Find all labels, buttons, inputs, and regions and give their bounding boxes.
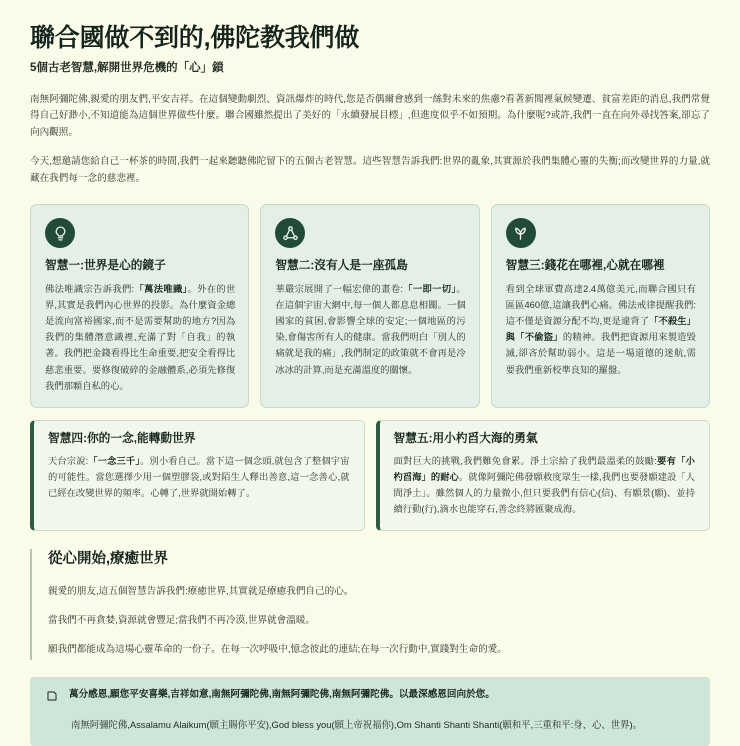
closing-paragraph-2: 當我們不再貪婪,資源就會豐足;當我們不再冷漠,世界就會溫暖。: [48, 614, 316, 626]
wisdom-card-4: [30, 420, 365, 531]
wisdom-card-4-title: 智慧四:你的一念,能轉動世界: [48, 431, 196, 445]
note-icon: [46, 689, 58, 707]
wisdom-card-5: [376, 420, 711, 531]
closing-paragraph-1: 親愛的朋友,這五個智慧告訴我們:療癒世界,其實就是療癒我們自己的心。: [48, 585, 354, 597]
wisdom-card-3-title: 智慧三:錢花在哪裡,心就在哪裡: [505, 259, 665, 273]
body-text-after: 。就像阿彌陀佛發願救度眾生一樣,我們也要發願建設「人間淨土」。雖然個人的力量微小,但只要我們有信心(信)、有願景(願)、並持續行動(行),滴水也能穿石,善念終將匯聚成海。: [393, 471, 695, 515]
body-text-after: 的精神。我們把資源用來製造毀滅,卻吝於幫助弱小。這是一場道德的迷航,需要我們重新校準良知的羅盤。: [505, 332, 696, 375]
body-text-emphasis: 「萬法唯識」: [134, 283, 188, 294]
intro-paragraph-1: 南無阿彌陀佛,親愛的朋友們,平安吉祥。在這個變動劇烈、資訊爆炸的時代,您是否偶爾會感到一絲對未來的焦慮?看著新聞裡氣候變遷、貧富差距的消息,我們常覺得自己好渺小,不知道能為這個世界做些什麼。聯合國雖然提出了美好的「永續發展目標」,但進度似乎不如預期。為什麼呢?或許,我們一直在向外尋找答案,卻忘了向內觀照。: [30, 93, 710, 138]
closing-heading: 從心開始,療癒世界: [48, 551, 169, 568]
blessing-main-text: 萬分感恩,願您平安喜樂,吉祥如意,南無阿彌陀佛,南無阿彌陀佛,南無阿彌陀佛。以最深感恩回向於您。: [69, 689, 495, 701]
body-text-before: 面對巨大的挑戰,我們難免會累。淨土宗給了我們最溫柔的鼓勵:: [393, 455, 657, 466]
sprout-icon: [506, 218, 536, 248]
lightbulb-icon: [45, 218, 75, 248]
blessing-sub-text: 南無阿彌陀佛,Assalamu Alaikum(願主賜你平安),God bless you(願上帝祝福你),Om Shanti Shanti Shanti(願和平,三重和平:身、心、世界)。: [71, 719, 642, 731]
body-text-emphasis: 要有「小杓舀海」的耐心: [393, 455, 695, 482]
wisdom-card-3: [491, 204, 710, 408]
wisdom-card-3-body: [506, 281, 696, 378]
wisdom-card-5-body: [394, 453, 696, 518]
body-text-after: 。外在的世界,其實是我們內心世界的投影。為什麼資金總是流向富裕國家,而不是需要幫助的地方?因為我們的集體潛意識裡,充滿了對「自我」的執著。我們把金錢看得比生命重要,把安全看得比慈悲重要。要修復破碎的金融體系,必須先修復我們那顆自私的心。: [45, 283, 236, 391]
blessing-banner: [30, 677, 710, 745]
wisdom-card-2-body: [275, 281, 465, 378]
body-text-before: 看到全球軍費高達2.4萬億美元,而聯合國只有區區460億,這讓我們心痛。佛法戒律提醒我們:這不僅是資源分配不均,更是違背了: [505, 283, 696, 327]
wisdom-cards-bottom: [30, 420, 710, 531]
page-title: 聯合國做不到的,佛陀教我們做: [30, 24, 360, 52]
intro-section: [30, 92, 710, 188]
blessing-row: [46, 688, 694, 707]
wisdom-card-2-title: 智慧二:沒有人是一座孤島: [275, 259, 408, 273]
closing-paragraph-3: 願我們都能成為這場心靈革命的一份子。在每一次呼吸中,憶念彼此的連結;在每一次行動中,實踐對生命的愛。: [48, 644, 507, 656]
wisdom-card-4-body: [48, 453, 350, 502]
wisdom-card-1: [30, 204, 249, 408]
body-text-before: 天台宗說:: [48, 455, 89, 466]
wisdom-card-2: [260, 204, 479, 408]
network-icon: [275, 218, 305, 248]
body-text-emphasis: 「不殺生」與「不偷盜」: [505, 316, 696, 343]
wisdom-cards-top: [30, 204, 710, 408]
intro-paragraph-2: 今天,想邀請您給自己一杯茶的時間,我們一起來聽聽佛陀留下的五個古老智慧。這些智慧告訴我們:世界的亂象,其實源於我們集體心靈的失衡;而改變世界的力量,就藏在我們每一念的慈悲裡。: [30, 156, 710, 184]
body-text-emphasis: 「一念三千」: [88, 455, 141, 466]
body-text-after: 。別小看自己。當下這一個念頭,就包含了整個宇宙的可能性。當您選擇少用一個塑膠袋,或對陌生人釋出善意,這一念善心,就已經在改變世界的頻率。心轉了,世界就開始轉了。: [48, 455, 350, 498]
closing-section: [30, 549, 710, 660]
body-text-before: 華嚴宗展開了一幅宏偉的畫卷:: [275, 283, 403, 294]
body-text-before: 佛法唯識宗告訴我們:: [45, 283, 135, 294]
wisdom-card-1-body: [45, 281, 235, 394]
wisdom-card-5-title: 智慧五:用小杓舀大海的勇氣: [393, 431, 538, 445]
page-subtitle: 5個古老智慧,解開世界危機的「心」鎖: [30, 61, 224, 74]
wisdom-card-1-title: 智慧一:世界是心的鏡子: [45, 259, 166, 273]
body-text-after: 。在這個宇宙大網中,每一個人都息息相關。一個國家的貧困,會影響全球的安定;一個地區的污染,會傷害所有人的健康。當我們明白「別人的痛就是我的痛」,我們制定的政策就不會再是冷冰冰的計算,而是充滿溫度的關懷。: [275, 283, 466, 375]
body-text-emphasis: 「一即一切」: [402, 283, 457, 294]
